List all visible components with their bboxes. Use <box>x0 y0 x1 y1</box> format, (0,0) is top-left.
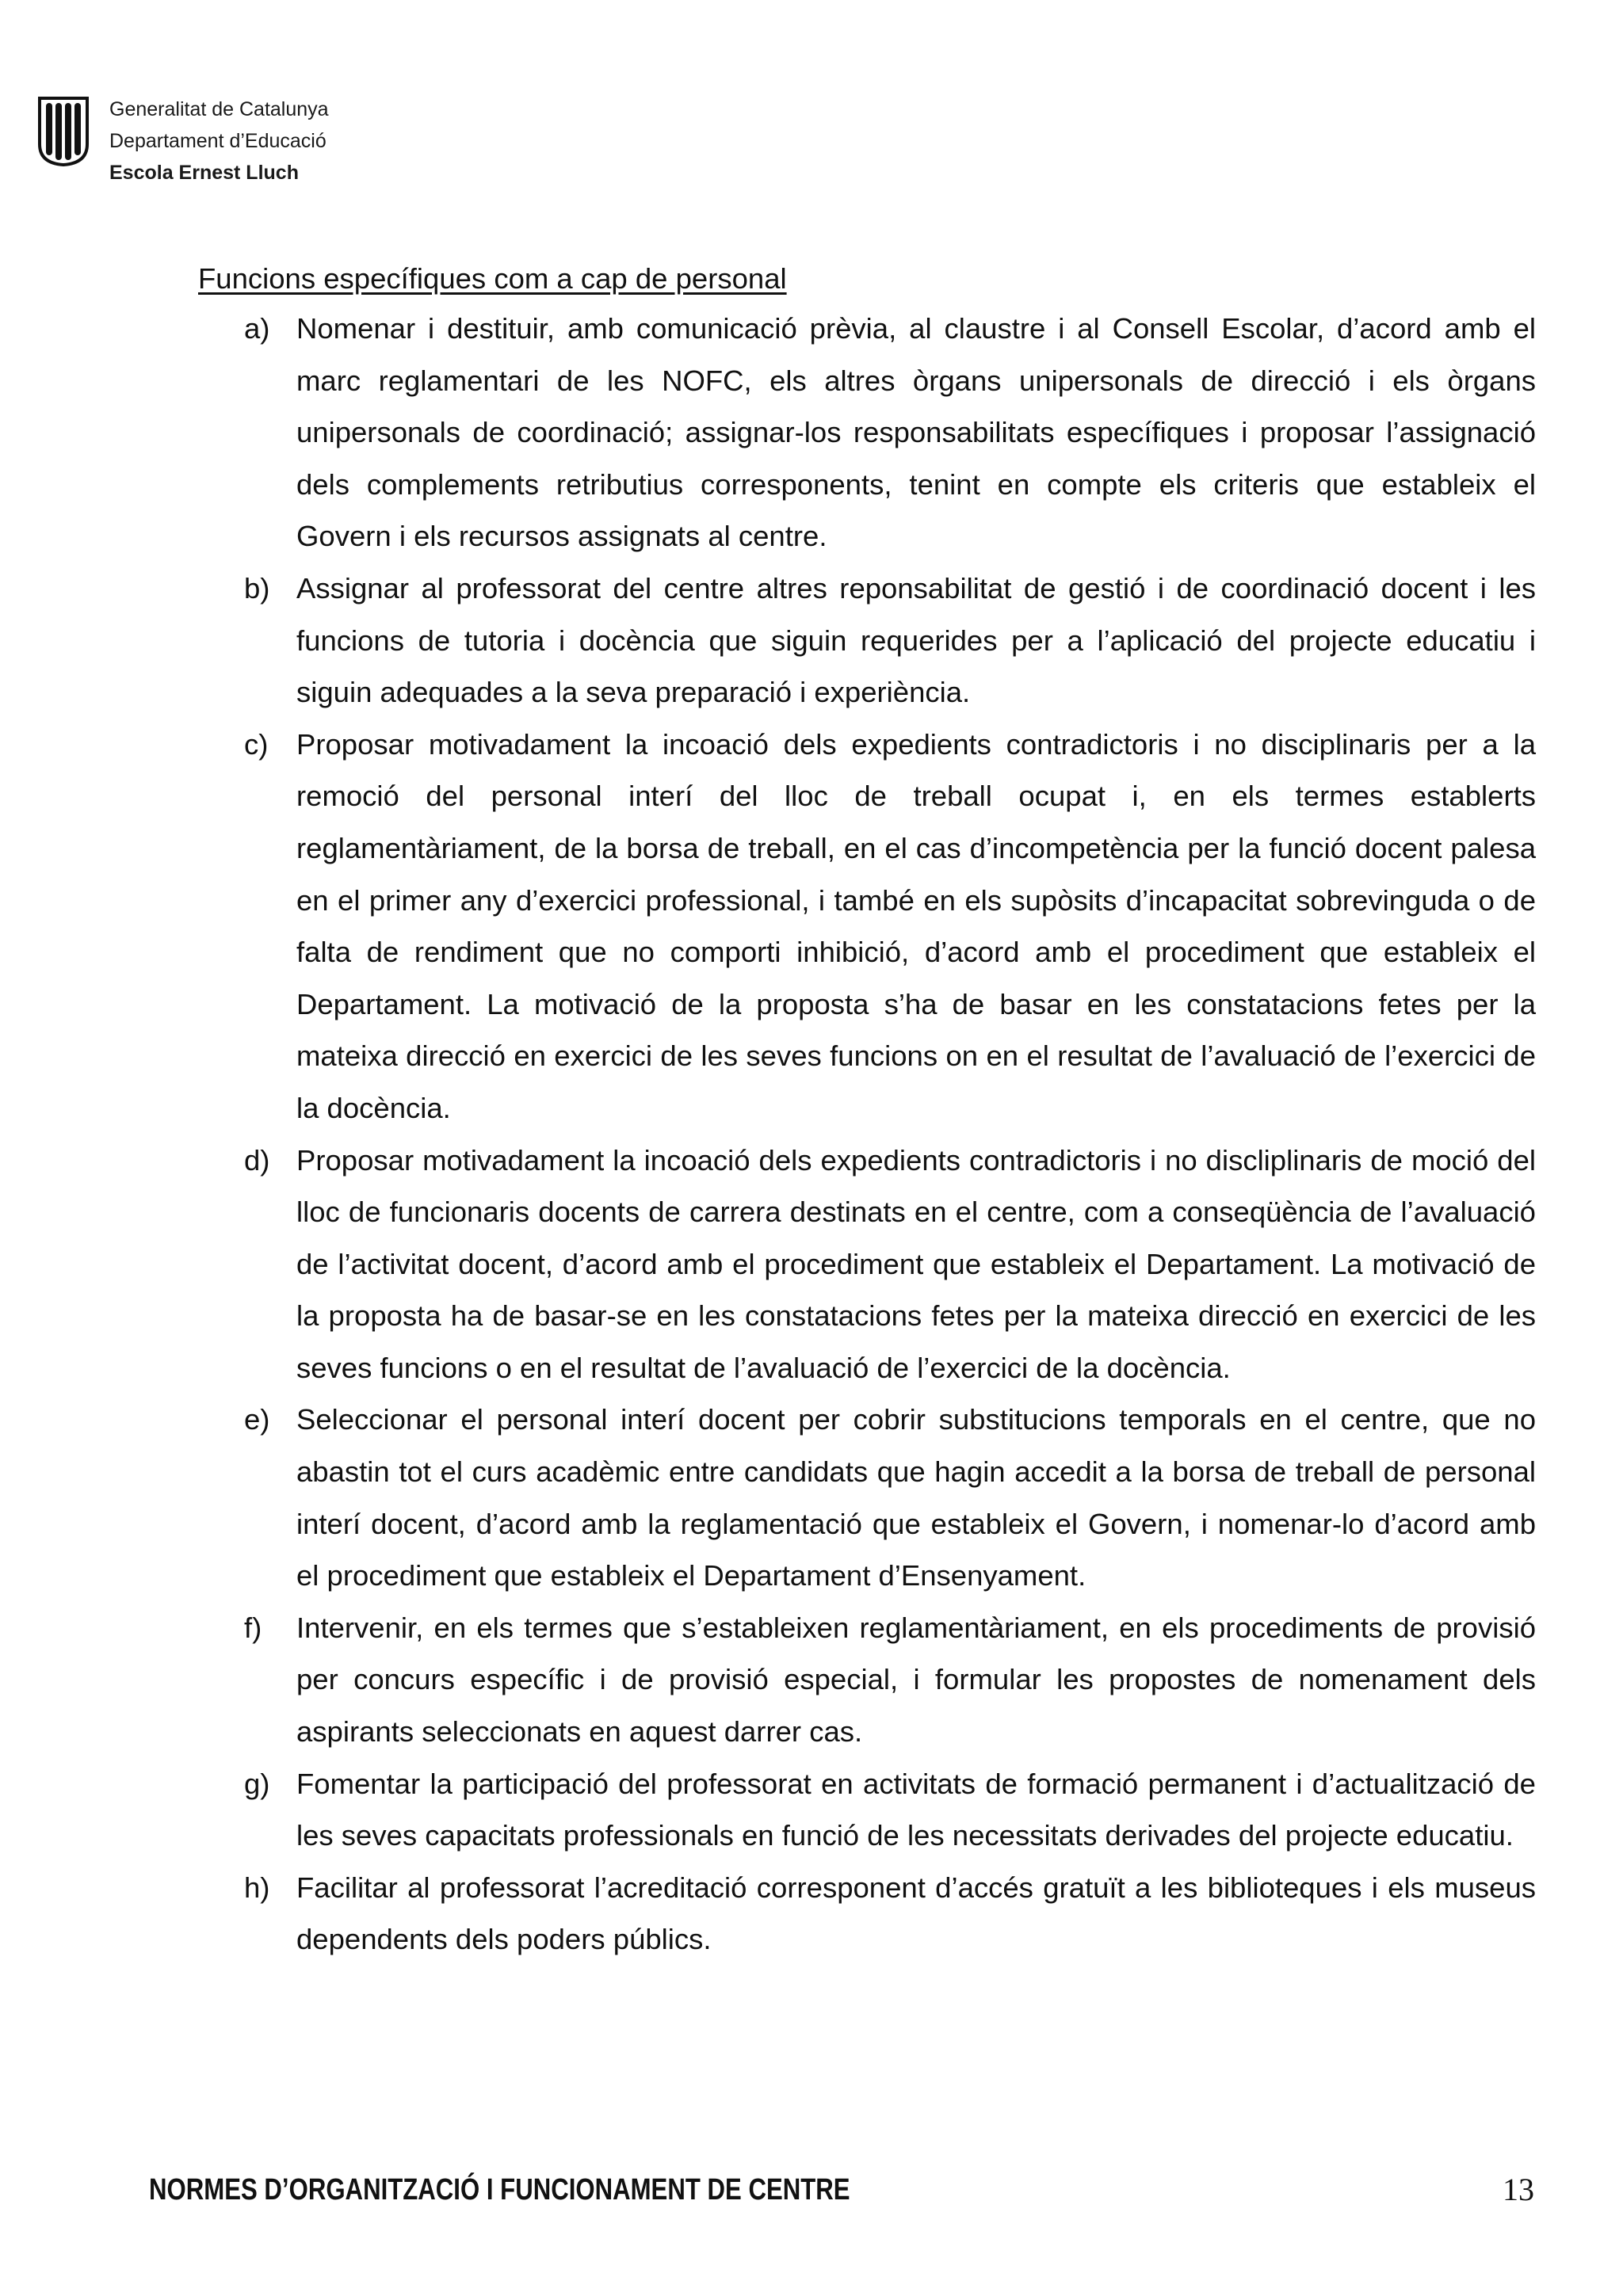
page-footer <box>149 2166 1534 2214</box>
item-text: Assignar al professorat del centre altres reponsabilitat de gestió i de coordinació docent i les funcions de tutoria i docència que siguin requerides per a l’aplicació del projecte educatiu i siguin adequades a la seva preparació i experiència. <box>296 571 1536 709</box>
functions-list <box>198 303 1536 1966</box>
list-item-h <box>198 1862 1536 1966</box>
item-marker: e) <box>244 1403 270 1436</box>
item-text: Intervenir, en els termes que s’estableixen reglamentàriament, en els procediments de provisió per concurs específic i de provisió especial, i formular les propostes de nomenament dels aspirants seleccionats en aquest darrer cas. <box>296 1611 1536 1749</box>
item-marker: c) <box>244 727 269 761</box>
item-text: Facilitar al professorat l’acreditació corresponent d’accés gratuït a les biblioteques i els museus dependents dels poders públics. <box>296 1871 1536 1956</box>
footer-title: NORMES D’ORGANITZACIÓ I FUNCIONAMENT DE CENTRE <box>149 2173 850 2206</box>
document-body <box>198 255 1536 1966</box>
organization-lines <box>109 93 329 189</box>
section-heading: Funcions específiques com a cap de personal <box>198 262 787 295</box>
list-item-c <box>198 719 1536 1135</box>
list-item-d <box>198 1135 1536 1394</box>
item-text: Nomenar i destituir, amb comunicació prèvia, al claustre i al Consell Escolar, d’acord amb el marc reglamentari de les NOFC, els altres òrgans unipersonals de direcció i els òrgans unipersonals de coordinació; assignar-los responsabilitats específiques i proposar l’assignació dels complements retributius corresponents, tenint en compte els criteris que estableix el Govern i els recursos assignats al centre. <box>296 312 1536 553</box>
list-item-e <box>198 1394 1536 1601</box>
list-item-f <box>198 1602 1536 1758</box>
school-name: Escola Ernest Lluch <box>109 162 299 184</box>
item-text: Fomentar la participació del professorat en activitats de formació permanent i d’actualització de les seves capacitats professionals en funció de les necessitats derivades del projecte educatiu. <box>296 1767 1536 1852</box>
list-item-b <box>198 563 1536 719</box>
item-text: Proposar motivadament la incoació dels expedients contradictoris i no disciplinaris per a la remoció del personal interí del lloc de treball ocupat i, en els termes establerts reglamentàriament, de la borsa de treball, en el cas d’incompetència per la funció docent palesa en el primer any d’exercici professional, i també en els supòsits d’incapacitat sobrevinguda o de falta de rendiment que no comporti inhibició, d’acord amb el procediment que estableix el Departament. La motivació de la proposta s’ha de basar en les constatacions fetes per la mateixa direcció en exercici de les seves funcions on en el resultat de l’avaluació de l’exercici de la docència. <box>296 727 1536 1124</box>
org-name: Generalitat de Catalunya <box>109 98 329 120</box>
item-marker: d) <box>244 1143 270 1177</box>
page-number: 13 <box>1503 2172 1534 2207</box>
list-item-a <box>198 303 1536 563</box>
item-marker: h) <box>244 1871 270 1904</box>
item-marker: a) <box>244 312 270 345</box>
item-marker: b) <box>244 571 270 605</box>
generalitat-emblem-icon <box>35 95 92 166</box>
item-text: Proposar motivadament la incoació dels expedients contradictoris i no discliplinaris de moció del lloc de funcionaris docents de carrera destinats en el centre, com a conseqüència de l’avaluació de l’activitat docent, d’acord amb el procediment que estableix el Departament. La motivació de la proposta ha de basar-se en les constatacions fetes per la mateixa direcció en exercici de les seves funcions o en el resultat de l’avaluació de l’exercici de la docència. <box>296 1143 1536 1384</box>
item-marker: f) <box>244 1611 262 1644</box>
department-name: Departament d’Educació <box>109 130 327 152</box>
list-item-g <box>198 1758 1536 1862</box>
item-marker: g) <box>244 1767 270 1800</box>
letterhead <box>35 93 447 212</box>
item-text: Seleccionar el personal interí docent per cobrir substitucions temporals en el centre, que no abastin tot el curs acadèmic entre candidats que hagin accedit a la borsa de treball de personal interí docent, d’acord amb la reglamentació que estableix el Govern, i nomenar-lo d’acord amb el procediment que estableix el Departament d’Ensenyament. <box>296 1403 1536 1592</box>
